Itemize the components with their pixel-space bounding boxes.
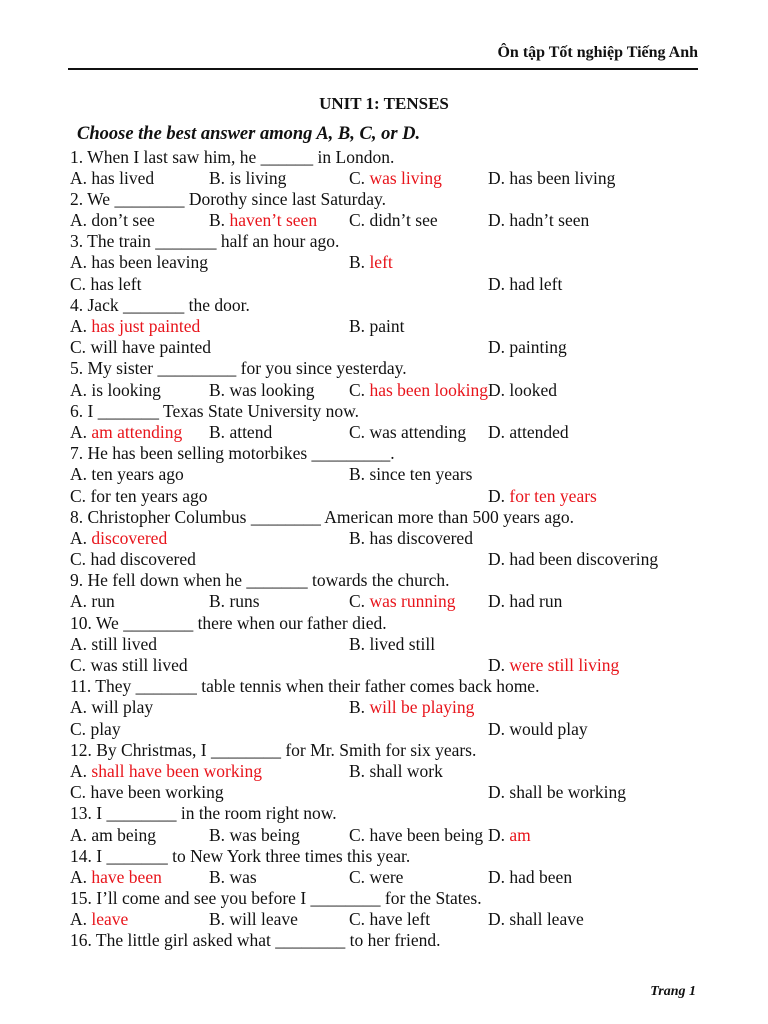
options-row [0, 422, 768, 443]
answer-option[interactable] [70, 380, 161, 401]
answer-option[interactable] [70, 549, 196, 570]
option-text: hadn’t seen [509, 210, 590, 231]
answer-option[interactable] [209, 422, 272, 443]
question-text: 12. By Christmas, I ________ for Mr. Smith for six years. [70, 739, 477, 760]
options-row [0, 210, 768, 231]
option-letter: C. [349, 167, 366, 188]
answer-option[interactable] [70, 210, 155, 231]
answer-option[interactable] [349, 909, 430, 930]
question-line [0, 740, 768, 761]
options-row [0, 168, 768, 189]
option-text: don’t see [91, 210, 155, 231]
option-letter: A. [70, 760, 88, 781]
options-row [0, 252, 768, 273]
option-text: attend [229, 421, 273, 442]
answer-option[interactable] [70, 528, 167, 549]
option-letter: C. [349, 591, 366, 612]
option-text-correct: was living [369, 167, 442, 188]
question-text: 5. My sister _________ for you since yesterday. [70, 358, 407, 379]
answer-option[interactable] [488, 719, 588, 740]
question-text: 4. Jack _______ the door. [70, 294, 250, 315]
answer-option[interactable] [70, 697, 153, 718]
answer-option[interactable] [70, 825, 156, 846]
option-text-correct: for ten years [509, 485, 597, 506]
option-text-correct: were still living [509, 655, 620, 675]
header-title: Ôn tập Tốt nghiệp Tiếng Anh [497, 44, 698, 61]
option-letter: A. [70, 252, 88, 273]
answer-option[interactable] [349, 380, 488, 401]
option-text: shall leave [509, 909, 584, 930]
option-letter: B. [209, 909, 226, 930]
answer-option[interactable] [488, 210, 589, 231]
answer-option[interactable] [488, 337, 567, 358]
option-letter: C. [349, 866, 366, 887]
option-text: has lived [91, 167, 155, 188]
options-row [0, 634, 768, 655]
option-letter: B. [349, 252, 366, 273]
question-text: 13. I ________ in the room right now. [70, 803, 337, 824]
question-text: 9. He fell down when he _______ towards the church. [70, 570, 450, 591]
option-letter: C. [70, 549, 87, 570]
unit-title: UNIT 1: TENSES [319, 94, 449, 113]
answer-option[interactable] [488, 782, 626, 803]
option-text: still lived [91, 633, 158, 654]
options-row [0, 825, 768, 846]
option-letter: D. [488, 485, 506, 506]
question-text: 14. I _______ to New York three times this year. [70, 845, 411, 866]
option-letter: D. [488, 718, 506, 739]
option-letter: B. [349, 760, 366, 781]
answer-option[interactable] [70, 867, 162, 888]
option-letter: B. [209, 421, 226, 442]
option-letter: B. [209, 591, 226, 612]
option-text: looked [509, 379, 558, 400]
answer-option[interactable] [70, 274, 141, 295]
options-row [0, 274, 768, 295]
option-text: will play [91, 697, 154, 718]
option-text: for ten years ago [90, 485, 208, 506]
option-text-correct: has just painted [91, 316, 201, 336]
options-row [0, 655, 768, 676]
answer-option[interactable] [70, 316, 200, 337]
option-text: since ten years [369, 464, 473, 485]
option-letter: C. [349, 379, 366, 400]
question-text: 10. We ________ there when our father died. [70, 612, 387, 633]
option-text: had been discovering [509, 549, 659, 570]
answer-option[interactable] [488, 549, 658, 570]
option-text: will have painted [90, 337, 211, 358]
option-text: painting [509, 337, 567, 358]
question-text: 6. I _______ Texas State University now. [70, 400, 359, 421]
answer-option[interactable] [70, 464, 184, 485]
answer-option[interactable] [70, 761, 262, 782]
option-letter: C. [349, 421, 366, 442]
options-row [0, 782, 768, 803]
option-text: were [369, 866, 404, 887]
options-row [0, 719, 768, 740]
option-letter: A. [70, 167, 88, 188]
option-letter: C. [70, 273, 87, 294]
option-letter: A. [70, 527, 88, 548]
option-text-correct: have been [91, 866, 162, 887]
header-divider [68, 68, 698, 70]
options-row [0, 697, 768, 718]
page-number: Trang 1 [650, 984, 696, 999]
option-text: has been living [509, 167, 616, 188]
option-letter: A. [70, 909, 88, 930]
option-letter: B. [349, 633, 366, 654]
answer-option[interactable] [70, 655, 188, 676]
option-letter: B. [209, 866, 226, 887]
option-text: attended [509, 421, 569, 442]
option-text: was looking [229, 379, 315, 400]
option-text: has left [90, 273, 142, 294]
question-line [0, 401, 768, 422]
question-line [0, 358, 768, 379]
question-line [0, 888, 768, 909]
answer-option[interactable] [488, 591, 562, 612]
option-letter: B. [349, 527, 366, 548]
option-letter: D. [488, 866, 506, 887]
answer-option[interactable] [70, 782, 224, 803]
option-letter: D. [488, 273, 506, 294]
option-letter: D. [488, 337, 506, 358]
option-text-correct: am [509, 824, 531, 845]
answer-option[interactable] [209, 867, 257, 888]
instruction: Choose the best answer among A, B, C, or D. [77, 124, 421, 144]
option-text: shall be working [509, 782, 627, 803]
answer-option[interactable] [209, 909, 298, 930]
option-letter: A. [70, 379, 88, 400]
answer-option[interactable] [349, 761, 443, 782]
question-text: 16. The little girl asked what ________ to her friend. [70, 930, 441, 951]
option-letter: B. [209, 379, 226, 400]
option-text: had run [509, 591, 563, 612]
option-text: ten years ago [91, 464, 184, 485]
option-text: had been [509, 866, 573, 887]
option-text: is looking [91, 379, 161, 400]
option-letter: D. [488, 782, 506, 803]
option-letter: D. [488, 824, 506, 845]
option-letter: B. [209, 210, 226, 231]
answer-option[interactable] [70, 252, 208, 273]
answer-option[interactable] [349, 252, 393, 273]
option-letter: B. [349, 316, 366, 336]
answer-option[interactable] [488, 380, 557, 401]
option-text: didn’t see [369, 210, 438, 231]
question-line [0, 803, 768, 824]
option-text: was attending [369, 421, 467, 442]
answer-option[interactable] [349, 168, 442, 189]
option-text: play [90, 718, 121, 739]
option-letter: C. [70, 337, 87, 358]
option-letter: C. [70, 718, 87, 739]
option-letter: C. [349, 824, 366, 845]
answer-option[interactable] [70, 168, 154, 189]
answer-option[interactable] [349, 316, 404, 337]
options-row [0, 316, 768, 337]
answer-option[interactable] [488, 909, 584, 930]
option-text: have left [369, 909, 431, 930]
option-letter: B. [349, 697, 366, 718]
answer-option[interactable] [209, 168, 286, 189]
option-text: have been working [90, 782, 224, 803]
answer-option[interactable] [349, 867, 403, 888]
option-text-correct: am attending [91, 421, 183, 442]
answer-option[interactable] [70, 337, 211, 358]
option-text: shall work [369, 760, 443, 781]
question-line [0, 507, 768, 528]
options-row [0, 380, 768, 401]
option-text: would play [509, 718, 588, 739]
question-text: 8. Christopher Columbus ________ American more than 500 years ago. [70, 506, 575, 527]
option-letter: B. [209, 824, 226, 845]
option-letter: D. [488, 591, 506, 612]
option-letter: D. [488, 909, 506, 930]
question-line [0, 846, 768, 867]
question-line [0, 443, 768, 464]
answer-option[interactable] [70, 634, 157, 655]
question-line [0, 676, 768, 697]
answer-option[interactable] [488, 274, 562, 295]
options-row [0, 464, 768, 485]
question-line [0, 570, 768, 591]
answer-option[interactable] [488, 867, 572, 888]
options-row [0, 909, 768, 930]
option-letter: C. [70, 655, 87, 675]
option-text: is living [229, 167, 287, 188]
answer-option[interactable] [488, 422, 569, 443]
option-letter: B. [209, 167, 226, 188]
answer-option[interactable] [488, 168, 615, 189]
answer-option[interactable] [349, 634, 435, 655]
option-letter: A. [70, 421, 88, 442]
option-text-correct: left [369, 252, 393, 273]
option-text: will leave [229, 909, 298, 930]
options-row [0, 591, 768, 612]
option-letter: A. [70, 633, 88, 654]
option-letter: D. [488, 421, 506, 442]
answer-option[interactable] [70, 591, 115, 612]
option-text: have been being [369, 824, 484, 845]
question-list [0, 147, 768, 952]
option-letter: A. [70, 866, 88, 887]
option-letter: A. [70, 591, 88, 612]
answer-option[interactable] [349, 591, 455, 612]
answer-option[interactable] [349, 528, 473, 549]
options-row [0, 486, 768, 507]
option-text: had discovered [90, 549, 196, 570]
option-letter: D. [488, 210, 506, 231]
question-line [0, 231, 768, 252]
question-line [0, 613, 768, 634]
answer-option[interactable] [349, 697, 474, 718]
answer-option[interactable] [209, 380, 315, 401]
option-letter: D. [488, 167, 506, 188]
answer-option[interactable] [488, 825, 531, 846]
option-letter: D. [488, 549, 506, 570]
answer-option[interactable] [70, 719, 121, 740]
options-row [0, 337, 768, 358]
question-text: 2. We ________ Dorothy since last Saturday. [70, 188, 386, 209]
options-row [0, 528, 768, 549]
option-letter: A. [70, 316, 88, 336]
option-text: paint [369, 316, 405, 336]
options-row [0, 761, 768, 782]
option-text-correct: was running [369, 591, 456, 612]
question-text: 15. I’ll come and see you before I ________ for the States. [70, 888, 482, 909]
option-letter: C. [349, 909, 366, 930]
option-letter: D. [488, 379, 506, 400]
option-letter: C. [70, 485, 87, 506]
answer-option[interactable] [349, 422, 466, 443]
option-text: has been leaving [91, 252, 209, 273]
answer-option[interactable] [209, 210, 317, 231]
question-line [0, 189, 768, 210]
answer-option[interactable] [70, 486, 208, 507]
option-letter: D. [488, 655, 506, 675]
option-text: had left [509, 273, 563, 294]
question-text: 3. The train _______ half an hour ago. [70, 231, 340, 252]
option-text: run [91, 591, 115, 612]
options-row [0, 549, 768, 570]
option-letter: B. [349, 464, 366, 485]
option-letter: A. [70, 697, 88, 718]
question-text: 1. When I last saw him, he ______ in London. [70, 146, 395, 167]
question-text: 11. They _______ table tennis when their father comes back home. [70, 676, 540, 697]
option-text: has discovered [369, 527, 473, 548]
answer-option[interactable] [349, 825, 483, 846]
answer-option[interactable] [488, 486, 597, 507]
option-text: was still lived [90, 655, 188, 675]
answer-option[interactable] [209, 591, 260, 612]
option-letter: A. [70, 824, 88, 845]
answer-option[interactable] [70, 422, 182, 443]
option-text-correct: haven’t seen [229, 210, 318, 231]
option-letter: A. [70, 464, 88, 485]
question-line [0, 295, 768, 316]
option-text-correct: discovered [91, 527, 168, 548]
option-letter: C. [70, 782, 87, 803]
question-text: 7. He has been selling motorbikes _________. [70, 443, 395, 464]
option-text-correct: leave [91, 909, 129, 930]
option-text: was being [229, 824, 300, 845]
answer-option[interactable] [488, 655, 619, 676]
option-text-correct: will be playing [369, 697, 475, 718]
option-text: was [229, 866, 257, 887]
answer-option[interactable] [349, 210, 438, 231]
option-text-correct: has been looking [369, 379, 489, 400]
answer-option[interactable] [70, 909, 128, 930]
option-text: lived still [369, 633, 436, 654]
options-row [0, 867, 768, 888]
answer-option[interactable] [209, 825, 300, 846]
option-letter: A. [70, 210, 88, 231]
option-text: runs [229, 591, 260, 612]
answer-option[interactable] [349, 464, 472, 485]
question-line [0, 930, 768, 951]
option-text: am being [91, 824, 157, 845]
option-letter: C. [349, 210, 366, 231]
option-text-correct: shall have been working [91, 760, 262, 781]
question-line [0, 147, 768, 168]
